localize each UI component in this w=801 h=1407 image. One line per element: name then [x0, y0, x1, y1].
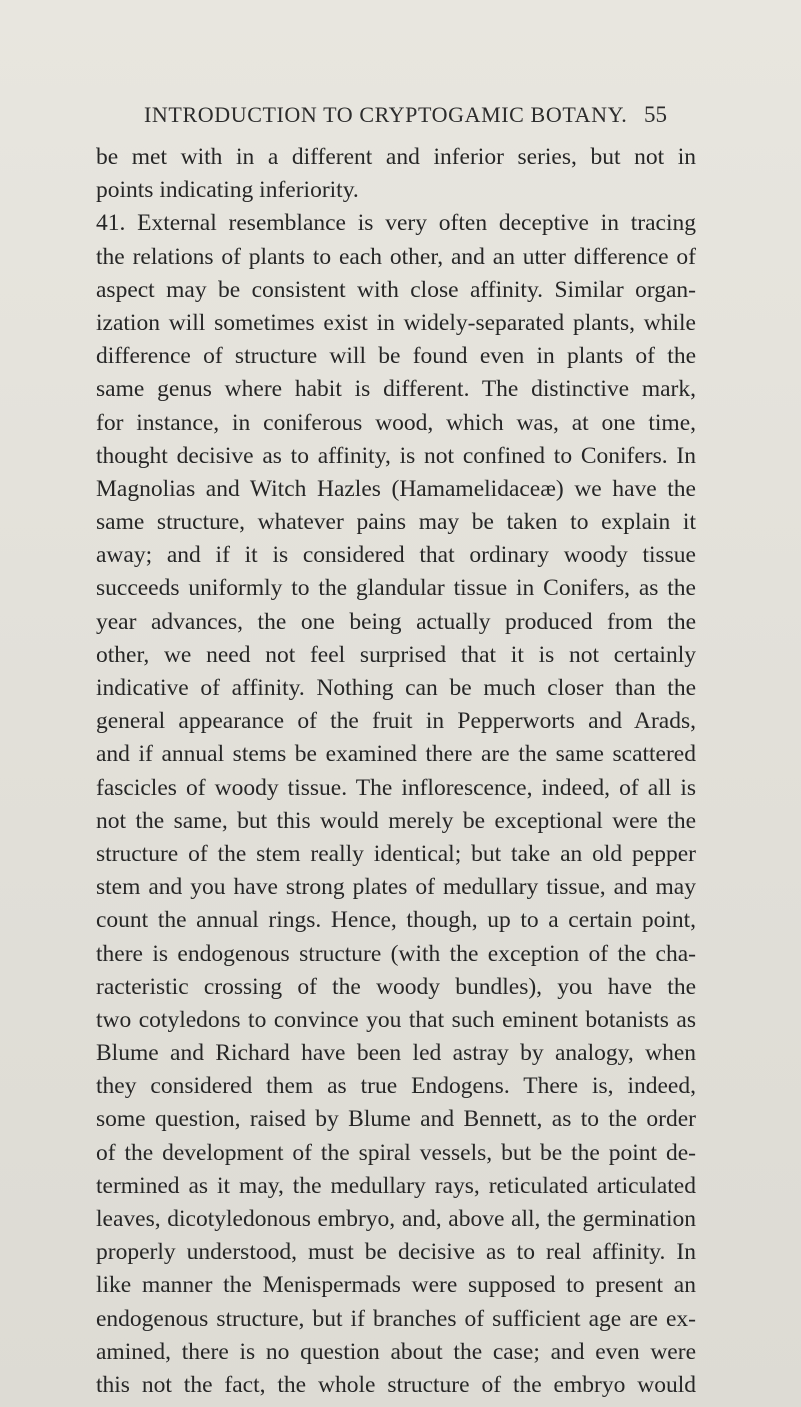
text-line: Magnolias and Witch Hazles (Hamamelidaceæ) we have the	[96, 475, 696, 502]
text-line: other, we need not feel surprised that it is not certainly	[96, 641, 696, 668]
page-number: 55	[644, 102, 667, 127]
text-line: there is endogenous structure (with the exception of the cha-	[96, 940, 696, 967]
text-line: general appearance of the fruit in Pepperworts and Arads,	[96, 708, 696, 735]
text-line: same structure, whatever pains may be taken to explain it	[96, 509, 696, 536]
text-line: stem and you have strong plates of medullary tissue, and may	[96, 874, 696, 901]
text-line: indicative of affinity. Nothing can be much closer than the	[96, 675, 696, 701]
text-line: 41. External resemblance is very often deceptive in tracing	[96, 210, 696, 237]
text-line: two cotyledons to convince you that such eminent botanists as	[96, 1006, 696, 1033]
text-line: succeeds uniformly to the glandular tissue in Conifers, as the	[96, 575, 696, 602]
text-line: structure of the stem really identical; but take an old pepper	[96, 840, 696, 867]
text-line: like manner the Menispermads were supposed to present an	[96, 1272, 696, 1299]
text-line: count the annual rings. Hence, though, up to a certain point,	[96, 907, 696, 934]
text-line: difference of structure will be found even in plants of the	[96, 343, 696, 370]
text-line: of the development of the spiral vessels, but be the point de-	[96, 1139, 696, 1166]
text-line: this not the fact, the whole structure of the embryo would	[96, 1371, 696, 1398]
text-line: not the same, but this would merely be exceptional were the	[96, 807, 696, 834]
text-line: and if annual stems be examined there are the same scattered	[96, 741, 696, 768]
text-line: endogenous structure, but if branches of sufficient age are ex-	[96, 1305, 696, 1332]
text-line: Blume and Richard have been led astray by analogy, when	[96, 1040, 696, 1067]
text-line: points indicating inferiority.	[96, 177, 359, 204]
text-line: termined as it may, the medullary rays, reticulated articulated	[96, 1172, 696, 1199]
text-line: the relations of plants to each other, and an utter difference of	[96, 243, 696, 270]
text-line: racteristic crossing of the woody bundles), you have the	[96, 973, 696, 1000]
text-line: away; and if it is considered that ordinary woody tissue	[96, 542, 696, 569]
text-line: amined, there is no question about the case; and even were	[96, 1338, 696, 1365]
text-line: aspect may be consistent with close affinity. Similar organ-	[96, 276, 696, 303]
text-line: ization will sometimes exist in widely-separated plants, while	[96, 309, 696, 336]
text-line: for instance, in coniferous wood, which was, at one time,	[96, 409, 696, 436]
text-line: fascicles of woody tissue. The inflorescence, indeed, of all is	[96, 774, 696, 801]
text-line: leaves, dicotyledonous embryo, and, above all, the germination	[96, 1206, 696, 1232]
body-text	[96, 141, 696, 1402]
text-line: be met with in a different and inferior series, but not in	[96, 144, 696, 170]
text-line: year advances, the one being actually produced from the	[96, 608, 696, 635]
text-line: thought decisive as to affinity, is not confined to Conifers. In	[96, 442, 696, 469]
running-title: INTRODUCTION TO CRYPTOGAMIC BOTANY.	[144, 102, 628, 127]
page-header	[0, 102, 801, 136]
text-line: same genus where habit is different. The distinctive mark,	[96, 376, 696, 403]
text-line: they considered them as true Endogens. There is, indeed,	[96, 1073, 696, 1100]
text-line: some question, raised by Blume and Bennett, as to the order	[96, 1106, 696, 1133]
text-line: properly understood, must be decisive as to real affinity. In	[96, 1239, 696, 1266]
